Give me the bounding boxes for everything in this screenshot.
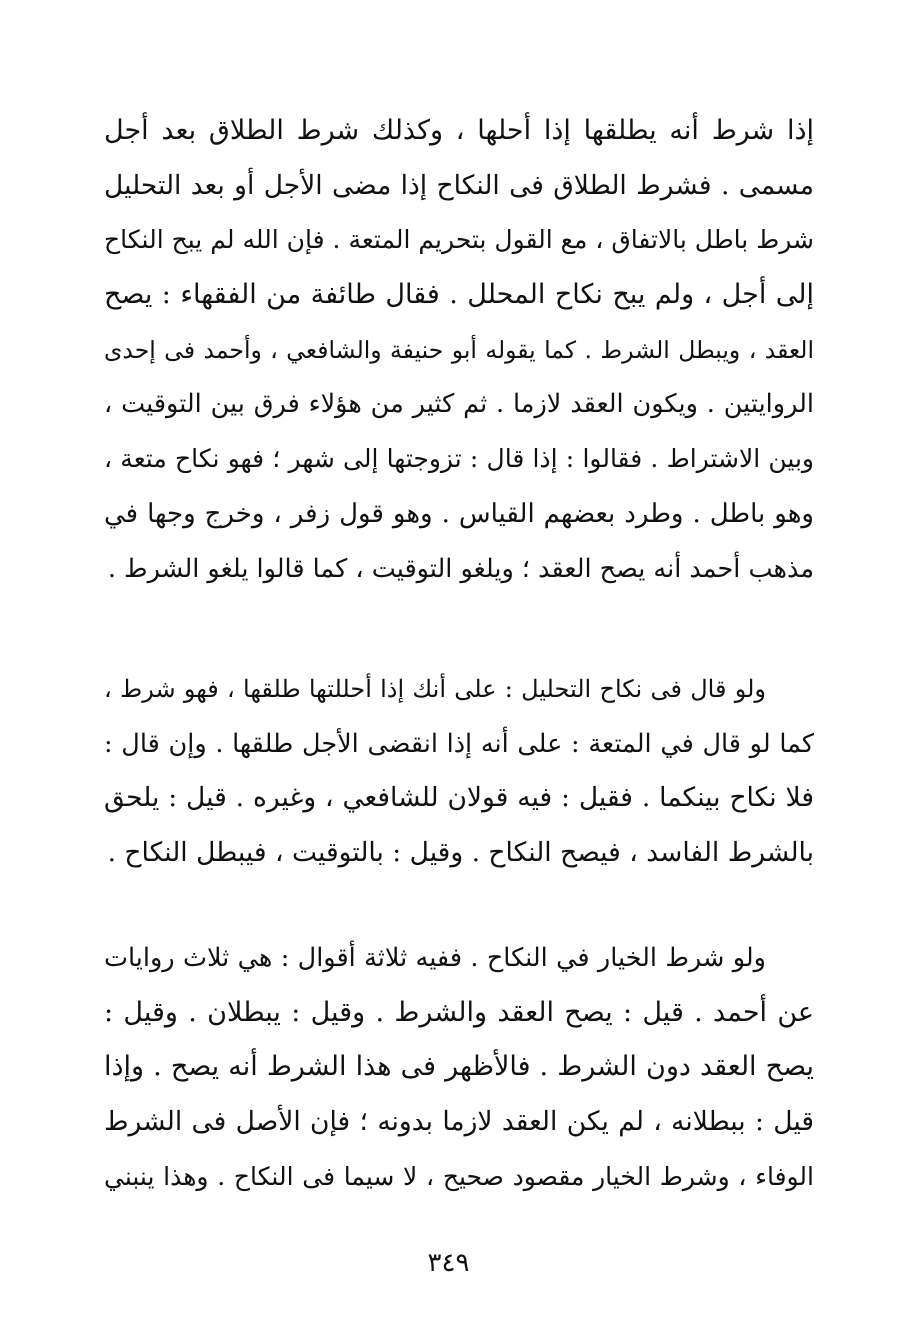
text-line: بالشرط الفاسد ، فيصح النكاح . وقيل : بالتوقيت ، فيبطل النكاح . bbox=[107, 837, 814, 869]
text-line: شرط باطل بالاتفاق ، مع القول بتحريم المتعة . فإن الله لم يبح النكاح bbox=[104, 225, 814, 255]
text-line: مذهب أحمد أنه يصح العقد ؛ ويلغو التوقيت ، كما قالوا يلغو الشرط . bbox=[107, 553, 814, 584]
text-line: فلا نكاح بينكما . فقيل : فيه قولان للشافعي ، وغيره . قيل : يلحق bbox=[104, 782, 814, 814]
text-line: الوفاء ، وشرط الخيار مقصود صحيح ، لا سيما فى النكاح . وهذا ينبني bbox=[104, 1161, 814, 1191]
text-line: قيل : ببطلانه ، لم يكن العقد لازما بدونه ؛ فإن الأصل فى الشرط bbox=[104, 1106, 814, 1138]
text-line: ولو قال فى نكاح التحليل : على أنك إذا أحللتها طلقها ، فهو شرط ، bbox=[104, 675, 766, 703]
text-line: كما لو قال في المتعة : على أنه إذا انقضى الأجل طلقها . وإن قال : bbox=[104, 728, 814, 759]
text-line: مسمى . فشرط الطلاق فى النكاح إذا مضى الأجل أو بعد التحليل bbox=[104, 169, 814, 201]
text-line: ولو شرط الخيار في النكاح . ففيه ثلاثة أقوال : هي ثلاث روايات bbox=[104, 943, 766, 973]
text-line: العقد ، ويبطل الشرط . كما يقوله أبو حنيفة والشافعي ، وأحمد فى إحدى bbox=[104, 335, 814, 364]
page-number: ٣٤٩ bbox=[427, 1248, 470, 1278]
text-line: يصح العقد دون الشرط . فالأظهر فى هذا الشرط أنه يصح . وإذا bbox=[104, 1051, 814, 1083]
text-line: إذا شرط أنه يطلقها إذا أحلها ، وكذلك شرط الطلاق بعد أجل bbox=[104, 115, 814, 146]
text-line: عن أحمد . قيل : يصح العقد والشرط . وقيل : يبطلان . وقيل : bbox=[104, 996, 814, 1028]
text-line: وبين الاشتراط . فقالوا : إذا قال : تزوجتها إلى شهر ؛ فهو نكاح متعة ، bbox=[104, 444, 814, 474]
paragraph-2 bbox=[104, 662, 814, 881]
text-line: إلى أجل ، ولم يبح نكاح المحلل . فقال طائفة من الفقهاء : يصح bbox=[104, 279, 814, 311]
paragraph-1 bbox=[104, 104, 814, 596]
text-line: وهو باطل . وطرد بعضهم القياس . وهو قول زفر ، وخرج وجها في bbox=[104, 498, 814, 529]
text-line: الروايتين . ويكون العقد لازما . ثم كثير من هؤلاء فرق بين التوقيت ، bbox=[104, 389, 814, 420]
paragraph-3 bbox=[104, 931, 814, 1204]
